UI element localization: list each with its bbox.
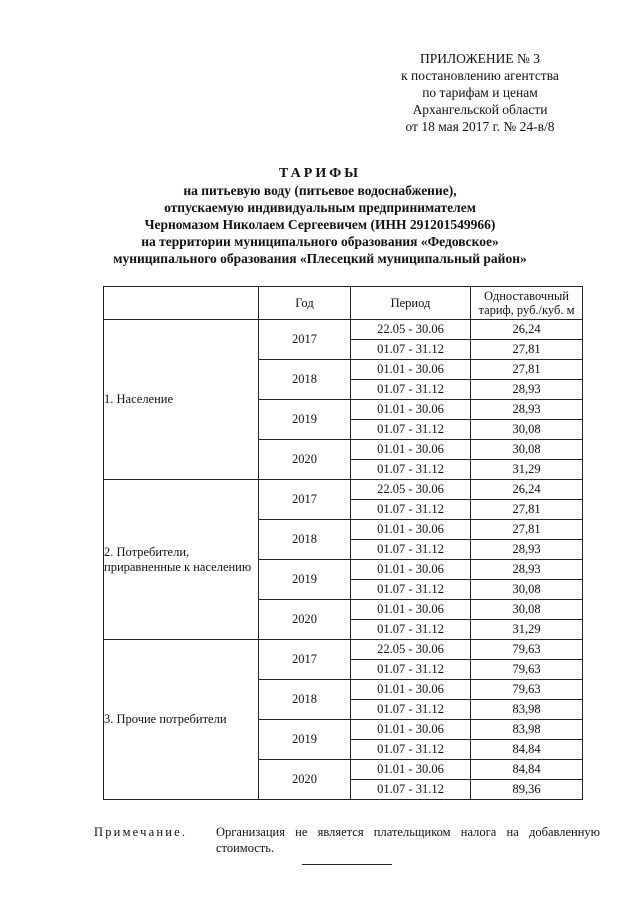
- year-cell: 2020: [259, 600, 351, 640]
- tariff-value-cell: 79,63: [471, 680, 583, 700]
- period-cell: 01.07 - 31.12: [351, 340, 471, 360]
- table-header-row: [104, 287, 583, 320]
- tariff-header: [471, 287, 583, 320]
- period-cell: 22.05 - 30.06: [351, 640, 471, 660]
- period-cell: 01.07 - 31.12: [351, 540, 471, 560]
- period-cell: 01.01 - 30.06: [351, 360, 471, 380]
- period-cell: 01.01 - 30.06: [351, 440, 471, 460]
- group-header: [104, 287, 259, 320]
- tariff-value-cell: 27,81: [471, 360, 583, 380]
- tariff-value-cell: 31,29: [471, 460, 583, 480]
- year-cell: 2020: [259, 440, 351, 480]
- tariffs-table-body: [104, 320, 583, 800]
- tariff-value-cell: 28,93: [471, 400, 583, 420]
- tariff-value-cell: 79,63: [471, 660, 583, 680]
- year-cell: 2018: [259, 520, 351, 560]
- appendix-line: Архангельской области: [412, 102, 548, 117]
- tariff-value-cell: 28,93: [471, 540, 583, 560]
- year-cell: 2019: [259, 720, 351, 760]
- appendix-number: ПРИЛОЖЕНИЕ № 3: [419, 51, 541, 66]
- period-cell: 01.01 - 30.06: [351, 720, 471, 740]
- title-line: на территории муниципального образования «Федовское»: [141, 234, 499, 249]
- appendix-date: от 18 мая 2017 г. № 24-в/8: [405, 119, 555, 134]
- tariff-value-cell: 28,93: [471, 380, 583, 400]
- document-title: [90, 165, 550, 267]
- tariff-value-cell: 27,81: [471, 500, 583, 520]
- title-line: муниципального образования «Плесецкий муниципальный район»: [113, 251, 527, 266]
- year-cell: 2018: [259, 360, 351, 400]
- consumer-group-cell: 2. Потребители, приравненные к населению: [104, 480, 259, 640]
- tariff-header-line: Одноставочный: [484, 289, 569, 303]
- appendix-line: по тарифам и ценам: [422, 85, 538, 100]
- year-cell: 2018: [259, 680, 351, 720]
- period-cell: 01.01 - 30.06: [351, 400, 471, 420]
- period-cell: 22.05 - 30.06: [351, 320, 471, 340]
- period-cell: 01.07 - 31.12: [351, 460, 471, 480]
- tariff-value-cell: 83,98: [471, 700, 583, 720]
- period-cell: 01.01 - 30.06: [351, 600, 471, 620]
- year-cell: 2019: [259, 560, 351, 600]
- tariff-value-cell: 31,29: [471, 620, 583, 640]
- period-cell: 01.01 - 30.06: [351, 760, 471, 780]
- period-cell: 01.07 - 31.12: [351, 700, 471, 720]
- tariff-value-cell: 30,08: [471, 600, 583, 620]
- tariff-value-cell: 84,84: [471, 740, 583, 760]
- tariff-value-cell: 83,98: [471, 720, 583, 740]
- tariff-value-cell: 30,08: [471, 580, 583, 600]
- tariff-value-cell: 26,24: [471, 480, 583, 500]
- year-cell: 2017: [259, 480, 351, 520]
- period-cell: 01.01 - 30.06: [351, 560, 471, 580]
- tariff-value-cell: 26,24: [471, 320, 583, 340]
- appendix-block: [360, 50, 600, 135]
- period-header: Период: [351, 287, 471, 320]
- tariff-value-cell: 27,81: [471, 520, 583, 540]
- period-cell: 01.07 - 31.12: [351, 780, 471, 800]
- period-cell: 01.01 - 30.06: [351, 680, 471, 700]
- period-cell: 01.07 - 31.12: [351, 580, 471, 600]
- consumer-group-cell: 3. Прочие потребители: [104, 640, 259, 800]
- period-cell: 01.07 - 31.12: [351, 500, 471, 520]
- note-text: Организация не является плательщиком налога на добавленную стоимость.: [216, 825, 600, 855]
- year-cell: 2017: [259, 640, 351, 680]
- tariff-value-cell: 27,81: [471, 340, 583, 360]
- title-heading: ТАРИФЫ: [279, 166, 361, 181]
- tariff-value-cell: 28,93: [471, 560, 583, 580]
- tariff-value-cell: 89,36: [471, 780, 583, 800]
- tariffs-table: [103, 286, 583, 800]
- period-cell: 01.07 - 31.12: [351, 620, 471, 640]
- note-label: Примечание.: [94, 825, 188, 839]
- tariff-value-cell: 79,63: [471, 640, 583, 660]
- period-cell: 01.07 - 31.12: [351, 660, 471, 680]
- tariff-value-cell: 30,08: [471, 440, 583, 460]
- tariff-value-cell: 30,08: [471, 420, 583, 440]
- period-cell: 01.07 - 31.12: [351, 380, 471, 400]
- period-cell: 01.01 - 30.06: [351, 520, 471, 540]
- period-cell: 01.07 - 31.12: [351, 740, 471, 760]
- year-cell: 2020: [259, 760, 351, 800]
- consumer-group-cell: 1. Население: [104, 320, 259, 480]
- title-line: Черномазом Николаем Сергеевичем (ИНН 291201549966): [144, 217, 496, 232]
- table-row: [104, 320, 583, 340]
- tariff-header-line: тариф, руб./куб. м: [478, 303, 575, 317]
- tariff-value-cell: 84,84: [471, 760, 583, 780]
- appendix-line: к постановлению агентства: [401, 68, 559, 83]
- table-row: [104, 480, 583, 500]
- period-cell: 22.05 - 30.06: [351, 480, 471, 500]
- title-line: на питьевую воду (питьевое водоснабжение),: [183, 183, 457, 198]
- table-row: [104, 640, 583, 660]
- year-cell: 2017: [259, 320, 351, 360]
- closing-rule: [302, 864, 392, 865]
- title-line: отпускаемую индивидуальным предпринимателем: [164, 200, 476, 215]
- year-cell: 2019: [259, 400, 351, 440]
- period-cell: 01.07 - 31.12: [351, 420, 471, 440]
- year-header: Год: [259, 287, 351, 320]
